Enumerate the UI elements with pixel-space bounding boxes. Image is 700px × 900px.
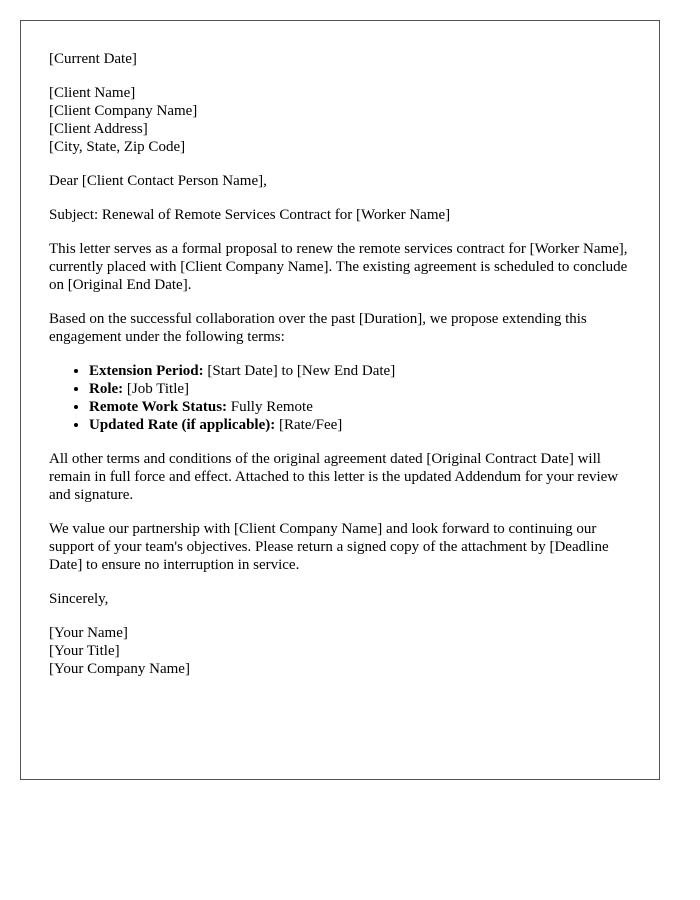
term-label: Updated Rate (if applicable): (89, 417, 276, 433)
recipient-address: [Client Address] (49, 121, 148, 137)
sender-title: [Your Title] (49, 643, 120, 659)
subject-line: Subject: Renewal of Remote Services Contract for [Worker Name] (49, 207, 451, 223)
sender-name: [Your Name] (49, 625, 128, 641)
paragraph-terms: All other terms and conditions of the original agreement dated [Original Contract Date] will remain in full force and effect. Attached to this letter is the updated Addendum for your review and signature. (49, 451, 619, 503)
recipient-company: [Client Company Name] (49, 103, 198, 119)
closing: Sincerely, (49, 591, 109, 607)
sender-company: [Your Company Name] (49, 661, 190, 677)
terms-list (49, 362, 631, 434)
salutation: Dear [Client Contact Person Name], (49, 173, 267, 189)
list-item (89, 362, 631, 380)
paragraph-partnership: We value our partnership with [Client Company Name] and look forward to continuing our support of your team's objectives. Please return a signed copy of the attachment by [Deadline Date] to ensure no interruption in service. (49, 521, 609, 573)
sender-block (49, 624, 631, 678)
list-item (89, 398, 631, 416)
recipient-city: [City, State, Zip Code] (49, 139, 186, 155)
list-item (89, 380, 631, 398)
letter-page (20, 20, 660, 780)
term-label: Extension Period: (89, 363, 204, 379)
paragraph-intro: This letter serves as a formal proposal to renew the remote services contract for [Worker Name], currently placed with [Client Company Name]. The existing agreement is scheduled to conclude on [Original End Date]. (49, 241, 628, 293)
letter-date: [Current Date] (49, 51, 137, 67)
term-label: Role: (89, 381, 124, 397)
term-value: [Job Title] (123, 381, 190, 397)
term-label: Remote Work Status: (89, 399, 228, 415)
recipient-block (49, 84, 631, 156)
paragraph-proposal: Based on the successful collaboration over the past [Duration], we propose extending this engagement under the following terms: (49, 311, 587, 345)
term-value: [Start Date] to [New End Date] (203, 363, 396, 379)
recipient-name: [Client Name] (49, 85, 136, 101)
list-item (89, 416, 631, 434)
term-value: Fully Remote (227, 399, 313, 415)
term-value: [Rate/Fee] (275, 417, 343, 433)
